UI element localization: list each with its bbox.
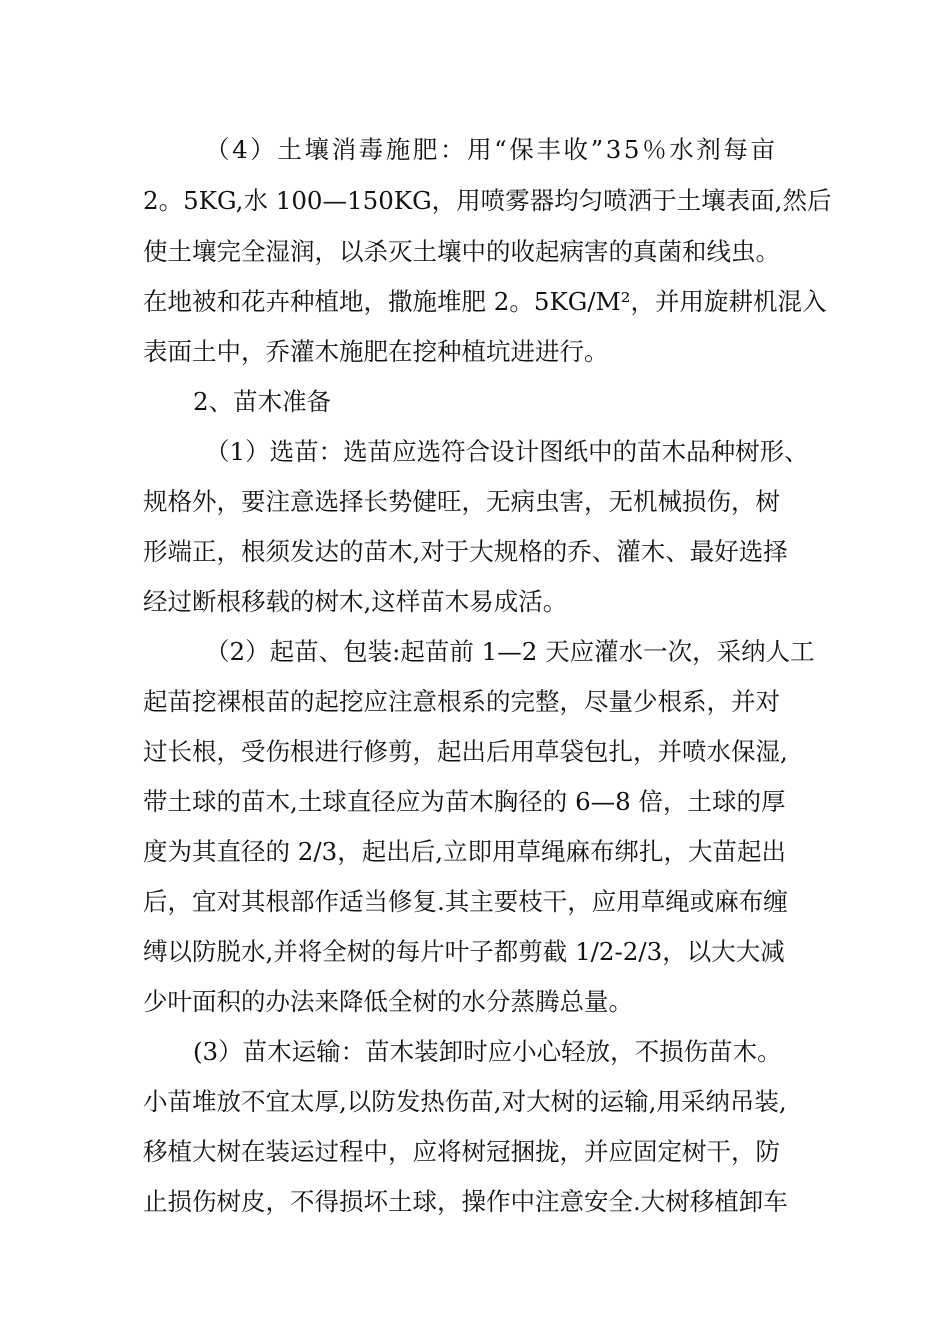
text-line-13: 过长根，受伤根进行修剪，起出后用草袋包扎，并喷水保湿, [143, 737, 788, 766]
text-line-5: 表面土中，乔灌木施肥在挖种植坑进进行。 [143, 337, 609, 366]
text-line-20: 小苗堆放不宜太厚,以防发热伤苗,对大树的运输,用采纳吊装, [143, 1087, 787, 1116]
text-line-7: （1）选苗：选苗应选符合设计图纸中的苗木品种树形、 [205, 437, 809, 466]
text-line-1: （4）土壤消毒施肥：用“保丰收”35％水剂每亩 [205, 135, 778, 164]
text-line-14: 带土球的苗木,土球直径应为苗木胸径的 6—8 倍，土球的厚 [143, 787, 786, 816]
text-line-2: 2。5KG,水 100—150KG，用喷雾器均匀喷洒于土壤表面,然后 [143, 186, 832, 215]
text-line-10: 经过断根移载的树木,这样苗木易成活。 [143, 587, 568, 616]
text-line-17: 缚以防脱水,并将全树的每片叶子都剪截 1/2-2/3，以大大减 [143, 937, 785, 966]
text-line-3: 使土壤完全湿润，以杀灭土壤中的收起病害的真菌和线虫。 [143, 237, 780, 266]
text-line-16: 后，宜对其根部作适当修复.其主要枝干，应用草绳或麻布缠 [143, 887, 788, 916]
text-line-21: 移植大树在装运过程中，应将树冠捆拢，并应固定树干，防 [143, 1137, 780, 1166]
text-line-4: 在地被和花卉种植地，撒施堆肥 2。5KG/M²，并用旋耕机混入 [143, 287, 827, 316]
text-line-19: (3）苗木运输：苗木装卸时应小心轻放，不损伤苗木。 [193, 1037, 782, 1066]
text-line-12: 起苗挖裸根苗的起挖应注意根系的完整，尽量少根系，并对 [143, 687, 780, 716]
text-line-11: （2）起苗、包装:起苗前 1—2 天应灌水一次，采纳人工 [205, 637, 815, 666]
text-line-9: 形端正，根须发达的苗木,对于大规格的乔、灌木、最好选择 [143, 537, 788, 566]
text-line-18: 少叶面积的办法来降低全树的水分蒸腾总量。 [143, 987, 633, 1016]
text-line-15: 度为其直径的 2/3，起出后,立即用草绳麻布绑扎，大苗起出 [143, 837, 787, 866]
section-heading: 2、苗木准备 [193, 387, 332, 416]
text-line-8: 规格外，要注意选择长势健旺，无病虫害，无机械损伤，树 [143, 487, 780, 516]
text-line-22: 止损伤树皮，不得损坏土球，操作中注意安全.大树移植卸车 [143, 1187, 788, 1216]
